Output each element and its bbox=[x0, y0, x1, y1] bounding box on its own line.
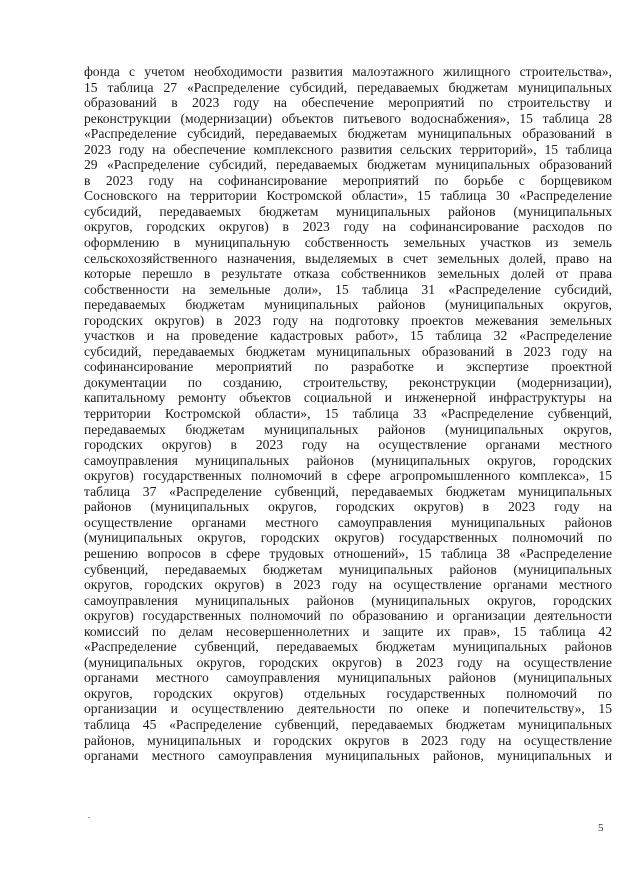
text-line: которые перешло в результате отказа собственников земельных долей от права bbox=[84, 266, 612, 282]
text-line: в 2023 году на софинансирование мероприятий по борьбе с борщевиком bbox=[84, 172, 612, 188]
text-line: (муниципальных округов, городских округов) в 2023 году на осуществление bbox=[84, 654, 612, 670]
text-line: органами местного самоуправления муниципальных районов (муниципальных bbox=[84, 670, 612, 686]
text-line: передаваемых бюджетам муниципальных районов (муниципальных округов, bbox=[84, 421, 612, 437]
text-line: (муниципальных округов, городских округов) государственных полномочий по bbox=[84, 530, 612, 546]
text-line: оформлению в муниципальную собственность земельных участков из земель bbox=[84, 235, 612, 251]
text-line: документации по созданию, строительству, реконструкции (модернизации), bbox=[84, 374, 612, 390]
text-line: 2023 году на обеспечение комплексного развития сельских территорий», 15 таблица bbox=[84, 141, 612, 157]
text-line: округов) государственных полномочий по образованию и организации деятельности bbox=[84, 608, 612, 624]
text-line: самоуправления муниципальных районов (муниципальных округов, городских bbox=[84, 452, 612, 468]
text-line: образований в 2023 году на обеспечение мероприятий по строительству и bbox=[84, 95, 612, 111]
text-line: «Распределение субсидий, передаваемых бюджетам муниципальных образований в bbox=[84, 126, 612, 142]
text-line: округов, городских округов) отдельных государственных полномочий по bbox=[84, 685, 612, 701]
text-line: таблица 45 «Распределение субвенций, передаваемых бюджетам муниципальных bbox=[84, 716, 612, 732]
text-line: округов, городских округов) в 2023 году на осуществление органами местного bbox=[84, 577, 612, 593]
text-line: комиссий по делам несовершеннолетних и защите их прав», 15 таблица 42 bbox=[84, 623, 612, 639]
text-line: округов, городских округов) в 2023 году на софинансирование расходов по bbox=[84, 219, 612, 235]
text-line: органами местного самоуправления муниципальных районов, муниципальных и bbox=[84, 748, 612, 764]
text-line: городских округов) в 2023 году на подготовку проектов межевания земельных bbox=[84, 312, 612, 328]
text-line: территории Костромской области», 15 таблица 33 «Распределение субвенций, bbox=[84, 406, 612, 422]
text-line: районов, муниципальных и городских округов в 2023 году на осуществление bbox=[84, 732, 612, 748]
text-line: «Распределение субвенций, передаваемых бюджетам муниципальных районов bbox=[84, 639, 612, 655]
scan-artifact bbox=[88, 817, 90, 818]
text-line: субсидий, передаваемых бюджетам муниципальных районов (муниципальных bbox=[84, 203, 612, 219]
text-line: 29 «Распределение субсидий, передаваемых бюджетам муниципальных образований bbox=[84, 157, 612, 173]
text-line: реконструкции (модернизации) объектов питьевого водоснабжения», 15 таблица 28 bbox=[84, 110, 612, 126]
text-line: самоуправления муниципальных районов (муниципальных округов, городских bbox=[84, 592, 612, 608]
text-line: капитальному ремонту объектов социальной и инженерной инфраструктуры на bbox=[84, 390, 612, 406]
text-line: софинансирование мероприятий по разработке и экспертизе проектной bbox=[84, 359, 612, 375]
text-line: округов) государственных полномочий в сфере агропромышленного комплекса», 15 bbox=[84, 468, 612, 484]
text-line: решению вопросов в сфере трудовых отношений», 15 таблица 38 «Распределение bbox=[84, 545, 612, 561]
text-line: участков и на проведение кадастровых работ», 15 таблица 32 «Распределение bbox=[84, 328, 612, 344]
text-line: городских округов) в 2023 году на осуществление органами местного bbox=[84, 437, 612, 453]
text-line: районов (муниципальных округов, городских округов) в 2023 году на bbox=[84, 499, 612, 515]
body-paragraph bbox=[84, 64, 612, 764]
text-line: Сосновского на территории Костромской области», 15 таблица 30 «Распределение bbox=[84, 188, 612, 204]
text-line: субсидий, передаваемых бюджетам муниципальных образований в 2023 году на bbox=[84, 343, 612, 359]
text-line: 15 таблица 27 «Распределение субсидий, передаваемых бюджетам муниципальных bbox=[84, 79, 612, 95]
text-line: сельскохозяйственного назначения, выделяемых в счет земельных долей, право на bbox=[84, 250, 612, 266]
text-line: фонда с учетом необходимости развития малоэтажного жилищного строительства», bbox=[84, 64, 612, 79]
text-line: субвенций, передаваемых бюджетам муниципальных районов (муниципальных bbox=[84, 561, 612, 577]
text-line: организации и осуществлению деятельности по опеке и попечительству», 15 bbox=[84, 701, 612, 717]
text-line: таблица 37 «Распределение субвенций, передаваемых бюджетам муниципальных bbox=[84, 483, 612, 499]
text-line: осуществление органами местного самоуправления муниципальных районов bbox=[84, 514, 612, 530]
text-line: передаваемых бюджетам муниципальных районов (муниципальных округов, bbox=[84, 297, 612, 313]
page-number: 5 bbox=[598, 822, 604, 834]
text-line: собственности на земельные доли», 15 таблица 31 «Распределение субсидий, bbox=[84, 281, 612, 297]
